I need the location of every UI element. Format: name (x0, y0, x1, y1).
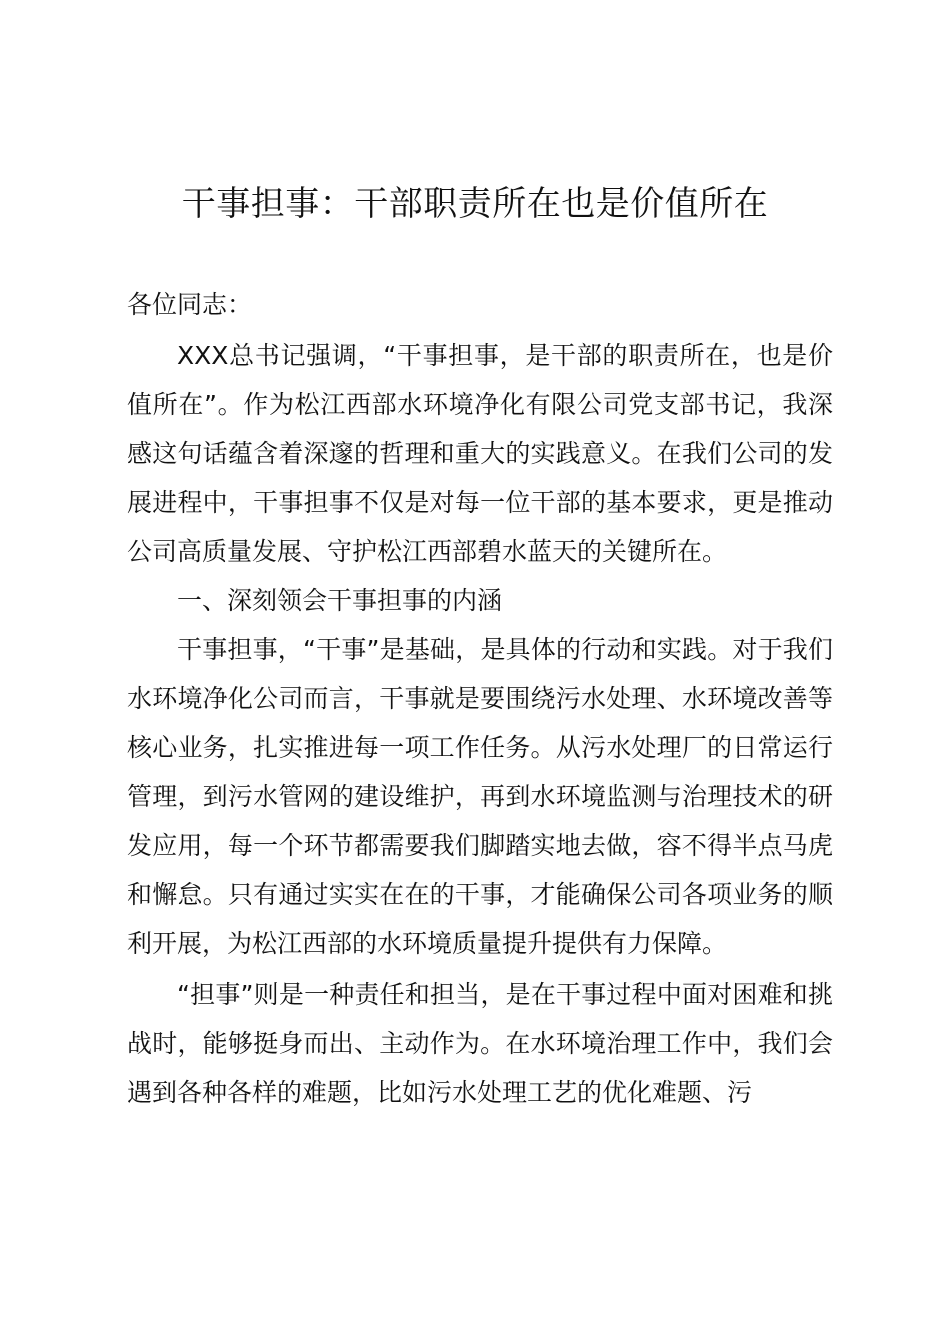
section-heading-1: 一、深刻领会干事担事的内涵 (177, 586, 503, 615)
paragraph-ganshi: 干事担事，“干事”是基础，是具体的行动和实践。对于我们水环境净化公司而言，干事就是要围绕污水处理、水环境改善等核心业务，扎实推进每一项工作任务。从污水处理厂的日常运行管理，到污水管网的建设维护，再到水环境监测与治理技术的研发应用，每一个环节都需要我们脚踏实地去做，容不得半点马虎和懈怠。只有通过实实在在的干事，才能确保公司各项业务的顺利开展，为松江西部的水环境质量提升提供有力保障。 (127, 635, 833, 958)
paragraph-danshi: “担事”则是一种责任和担当，是在干事过程中面对困难和挑战时，能够挺身而出、主动作为。在水环境治理工作中，我们会遇到各种各样的难题，比如污水处理工艺的优化难题、污 (127, 980, 833, 1107)
document-title: 干事担事：干部职责所在也是价值所在 (181, 184, 769, 224)
paragraph-intro: XXX总书记强调，“干事担事，是干部的职责所在，也是价值所在”。作为松江西部水环境净化有限公司党支部书记，我深感这句话蕴含着深邃的哲理和重大的实践意义。在我们公司的发展进程中，干事担事不仅是对每一位干部的基本要求，更是推动公司高质量发展、守护松江西部碧水蓝天的关键所在。 (127, 341, 833, 566)
salutation: 各位同志： (127, 290, 253, 319)
document-body (127, 280, 833, 1117)
